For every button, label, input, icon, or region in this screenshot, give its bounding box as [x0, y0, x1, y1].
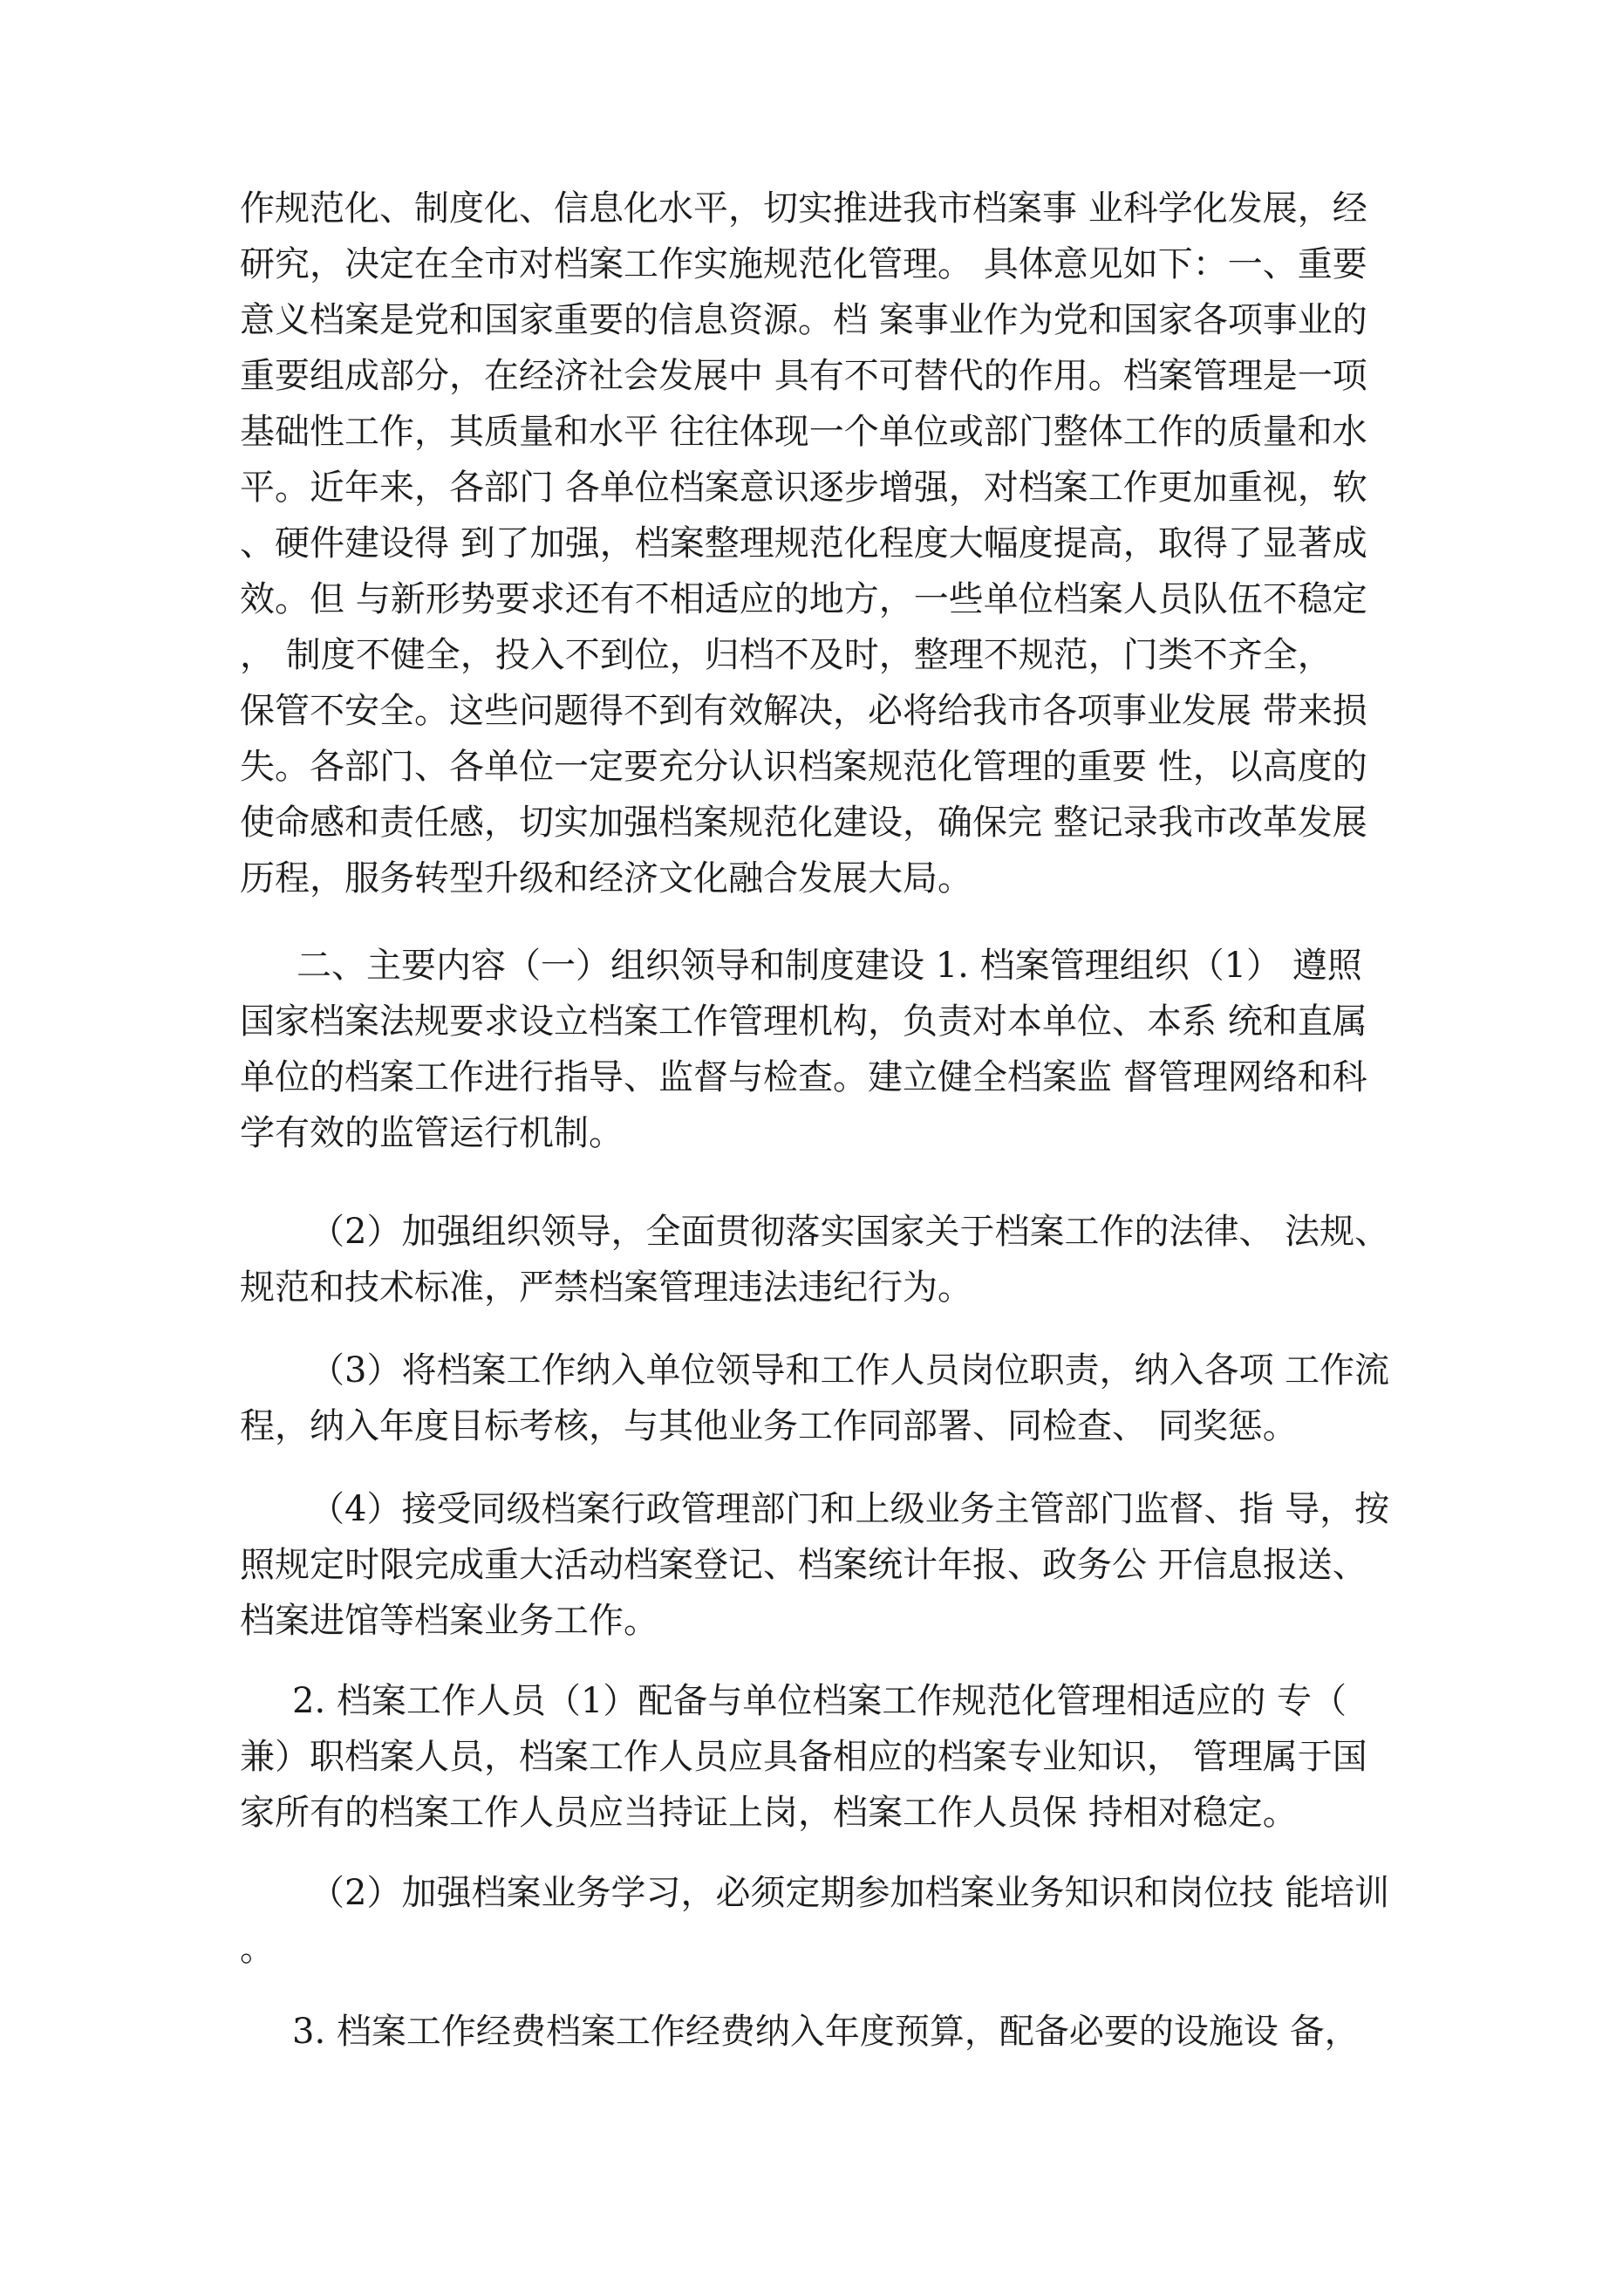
- text-line: 。: [240, 1929, 275, 1969]
- text-line: 规范和技术标准，严禁档案管理违法违纪行为。: [240, 1268, 972, 1308]
- text-line: 效。但 与新形势要求还有不相适应的地方，一些单位档案人员队伍不稳定: [240, 579, 1367, 619]
- text-line: 兼）职档案人员，档案工作人员应具备相应的档案专业知识， 管理属于国: [240, 1737, 1367, 1777]
- paragraph-4: [240, 1343, 1408, 1454]
- text-line: （3）将档案工作纳入单位领导和工作人员岗位职责，纳入各项 工作流: [310, 1350, 1390, 1391]
- text-line: （4）接受同级档案行政管理部门和上级业务主管部门监督、指 导，按: [310, 1489, 1390, 1529]
- paragraph-1: [240, 181, 1408, 906]
- text-line: 单位的档案工作进行指导、监督与检查。建立健全档案监 督管理网络和科: [240, 1057, 1367, 1097]
- paragraph-2: [240, 938, 1408, 1161]
- text-line: 保管不安全。这些问题得不到有效解决，必将给我市各项事业发展 带来损: [240, 691, 1367, 731]
- text-line: 失。各部门、各单位一定要充分认识档案规范化管理的重要 性，以高度的: [240, 747, 1367, 787]
- paragraph-3: [240, 1204, 1408, 1315]
- text-line: 3. 档案工作经费档案工作经费纳入年度预算，配备必要的设施设 备，: [292, 2012, 1360, 2052]
- text-line: （2）加强档案业务学习，必须定期参加档案业务知识和岗位技 能培训: [310, 1873, 1390, 1913]
- text-line: ， 制度不健全，投入不到位，归档不及时，整理不规范，门类不齐全，: [240, 635, 1333, 675]
- text-line: 、硬件建设得 到了加强，档案整理规范化程度大幅度提高，取得了显著成: [240, 523, 1367, 564]
- text-line: 基础性工作，其质量和水平 往往体现一个单位或部门整体工作的质量和水: [240, 412, 1367, 452]
- text-line: 二、主要内容（一）组织领导和制度建设 1. 档案管理组织（1） 遵照: [297, 946, 1362, 986]
- text-line: 2. 档案工作人员（1）配备与单位档案工作规范化管理相适应的 专（: [292, 1681, 1347, 1721]
- text-line: 照规定时限完成重大活动档案登记、档案统计年报、政务公 开信息报送、: [240, 1545, 1367, 1585]
- text-line: 程，纳入年度目标考核，与其他业务工作同部署、同检查、 同奖惩。: [240, 1406, 1298, 1446]
- text-line: 作规范化、制度化、信息化水平，切实推进我市档案事 业科学化发展，经: [240, 188, 1367, 229]
- text-line: 历程，服务转型升级和经济文化融合发展大局。: [240, 858, 972, 899]
- text-line: 国家档案法规要求设立档案工作管理机构，负责对本单位、本系 统和直属: [240, 1001, 1367, 1042]
- paragraph-7: [240, 1865, 1408, 1977]
- paragraph-5: [240, 1481, 1408, 1649]
- text-line: （2）加强组织领导，全面贯彻落实国家关于档案工作的法律、 法规、: [310, 1212, 1390, 1252]
- paragraph-6: [240, 1673, 1408, 1841]
- paragraph-8: [240, 2004, 1408, 2060]
- text-line: 家所有的档案工作人员应当持证上岗，档案工作人员保 持相对稳定。: [240, 1793, 1298, 1833]
- text-line: 研究，决定在全市对档案工作实施规范化管理。 具体意见如下：一、重要: [240, 244, 1367, 284]
- text-line: 重要组成部分，在经济社会发展中 具有不可替代的作用。档案管理是一项: [240, 356, 1367, 396]
- text-line: 使命感和责任感，切实加强档案规范化建设，确保完 整记录我市改革发展: [240, 803, 1367, 843]
- text-line: 学有效的监管运行机制。: [240, 1113, 624, 1153]
- text-line: 平。近年来，各部门 各单位档案意识逐步增强，对档案工作更加重视，软: [240, 468, 1367, 508]
- text-line: 意义档案是党和国家重要的信息资源。档 案事业作为党和国家各项事业的: [240, 300, 1367, 340]
- text-line: 档案进馆等档案业务工作。: [240, 1601, 658, 1641]
